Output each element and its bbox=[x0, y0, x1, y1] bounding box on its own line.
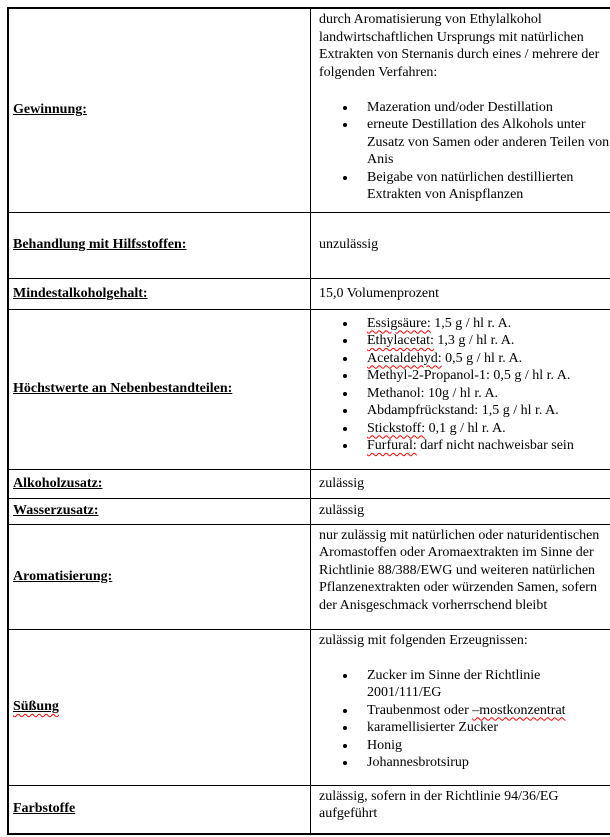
list-item bbox=[357, 116, 610, 169]
row-label: Wasserzusatz: bbox=[13, 503, 99, 518]
list-item bbox=[357, 754, 610, 772]
row-label: Mindestalkoholgehalt: bbox=[13, 285, 148, 301]
text-segment: karamellisierter Zucker bbox=[367, 720, 498, 735]
text-segment: Methyl-2-Propanol-1: 0,5 g / hl r. A. bbox=[367, 368, 571, 383]
table-row-alkoholzusatz bbox=[8, 469, 610, 498]
table-row-suessung bbox=[8, 629, 610, 785]
value-cell bbox=[311, 278, 610, 309]
table-row-wasserzusatz bbox=[8, 498, 610, 524]
misspelled-text: Stickstoff: bbox=[367, 420, 426, 436]
misspelled-text: Ethylacetat: bbox=[367, 333, 434, 348]
text-segment: 1,3 g / hl r. A. bbox=[433, 333, 515, 348]
list-item bbox=[357, 99, 610, 117]
label-cell bbox=[8, 278, 311, 309]
table-row-hoechstwerte bbox=[8, 309, 610, 469]
text-segment: Mazeration und/oder Destillation bbox=[367, 99, 553, 115]
list-item bbox=[357, 367, 610, 385]
text-segment: Zucker im Sinne der Richtlinie 2001/111/EG bbox=[367, 667, 541, 700]
text-segment: Beigabe von natürlichen destillierten Extrakten von Anispflanzen bbox=[367, 169, 574, 202]
list-item bbox=[357, 332, 610, 350]
list-item bbox=[357, 719, 610, 737]
misspelled-text: Acetaldehyd: bbox=[367, 350, 442, 366]
table-row-farbstoffe bbox=[8, 785, 610, 834]
list-item bbox=[357, 420, 610, 438]
row-label: Höchstwerte an Nebenbestandteilen: bbox=[13, 381, 233, 396]
text-segment: darf nicht nachweisbar sein bbox=[416, 438, 574, 453]
cell-text: zulässig, sofern in der Richtlinie 94/36/EG aufgeführt bbox=[319, 788, 559, 821]
value-cell bbox=[311, 524, 610, 629]
text-segment: Methanol: 10g / hl r. A. bbox=[367, 385, 499, 401]
list-item bbox=[357, 702, 610, 720]
row-label: Aromatisierung: bbox=[13, 568, 113, 584]
value-cell bbox=[311, 498, 610, 524]
list-item bbox=[357, 385, 610, 403]
value-cell bbox=[311, 469, 610, 498]
list-item bbox=[357, 437, 610, 455]
text-segment: 1,5 g / hl r. A. bbox=[430, 315, 512, 331]
table-row-aromatisierung bbox=[8, 524, 610, 629]
row-label: Farbstoffe bbox=[13, 801, 76, 817]
label-cell bbox=[8, 629, 311, 785]
bullet-list bbox=[319, 667, 610, 772]
value-cell bbox=[311, 8, 610, 212]
label-cell bbox=[8, 785, 311, 834]
cell-text: zulässig bbox=[319, 503, 365, 519]
bullet-list bbox=[319, 315, 610, 455]
misspelled-text: –mostkonzentrat bbox=[472, 702, 566, 718]
list-item bbox=[357, 402, 610, 420]
cell-text: durch Aromatisierung von Ethylalkohol landwirtschaftlichen Ursprungs mit natürlichen Extrakten von Sternanis durch eines / mehrere der folgenden Verfahren: bbox=[319, 12, 600, 80]
list-item bbox=[357, 667, 610, 702]
table-row-behandlung bbox=[8, 212, 610, 278]
text-segment: erneute Destillation des Alkohols unter Zusatz von Samen oder anderen Teilen von Anis bbox=[367, 117, 610, 167]
cell-text: 15,0 Volumenprozent bbox=[319, 285, 440, 301]
value-cell bbox=[311, 309, 610, 469]
label-cell bbox=[8, 498, 311, 524]
cell-text: nur zulässig mit natürlichen oder naturidentischen Aromastoffen oder Aromaextrakten im Sinne der Richtlinie 88/388/EWG und weiteren natürlichen Pflanzenextrakten oder würzenden Samen, sofern der Anisgeschmack vorherrschend bleibt bbox=[319, 527, 600, 613]
text-segment: Abdampfrückstand: 1,5 g / hl r. A. bbox=[367, 403, 559, 418]
value-cell bbox=[311, 212, 610, 278]
text-segment: Johannesbrotsirup bbox=[367, 755, 469, 770]
table-row-mindestalkoholgehalt bbox=[8, 278, 610, 309]
text-segment: 0,1 g / hl r. A. bbox=[425, 420, 506, 436]
text-segment: Honig bbox=[367, 737, 402, 753]
list-item bbox=[357, 350, 610, 368]
label-cell bbox=[8, 309, 311, 469]
list-item bbox=[357, 169, 610, 204]
text-segment: 0,5 g / hl r. A. bbox=[441, 350, 523, 366]
value-cell bbox=[311, 785, 610, 834]
label-cell bbox=[8, 524, 311, 629]
label-cell bbox=[8, 469, 311, 498]
misspelled-text: Furfural: bbox=[367, 438, 417, 453]
list-item bbox=[357, 737, 610, 755]
cell-text: zulässig mit folgenden Erzeugnissen: bbox=[319, 632, 528, 648]
text-segment: Traubenmost oder bbox=[367, 702, 473, 718]
spec-table bbox=[7, 7, 610, 835]
value-cell bbox=[311, 629, 610, 785]
row-label: Alkoholzusatz: bbox=[13, 475, 103, 491]
label-cell bbox=[8, 8, 311, 212]
row-label: Gewinnung: bbox=[13, 102, 87, 118]
cell-text: zulässig bbox=[319, 475, 365, 491]
cell-text: unzulässig bbox=[319, 237, 379, 253]
misspelled-text: Essigsäure: bbox=[367, 315, 431, 331]
misspelled-label: Süßung bbox=[13, 699, 59, 714]
table-row-gewinnung bbox=[8, 8, 610, 212]
row-label: Behandlung mit Hilfsstoffen: bbox=[13, 237, 187, 252]
list-item bbox=[357, 315, 610, 333]
row-label bbox=[13, 699, 59, 714]
bullet-list bbox=[319, 99, 610, 204]
label-cell bbox=[8, 212, 311, 278]
